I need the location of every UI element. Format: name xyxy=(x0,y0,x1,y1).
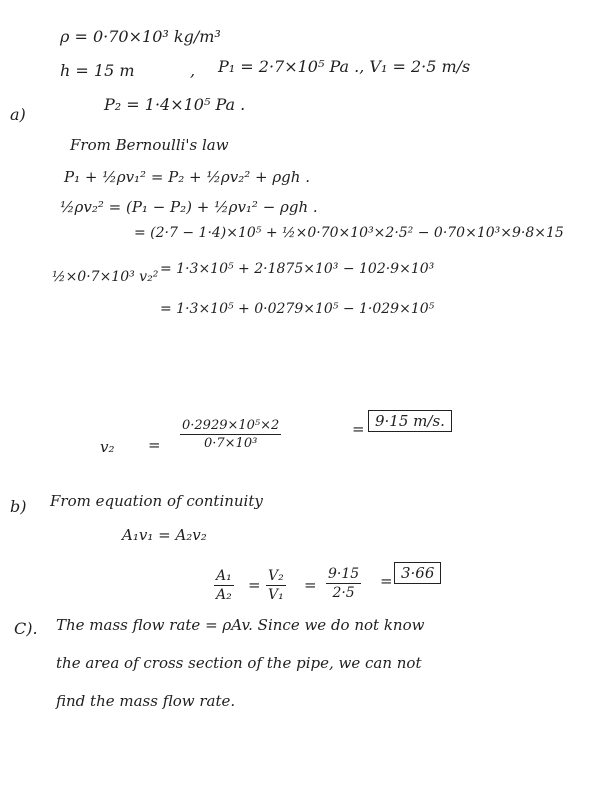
part-c-label: C). xyxy=(14,619,38,638)
value-ratio-numerator: 9·15 xyxy=(328,566,360,582)
ratio-answer-box: 3·66 xyxy=(394,562,441,584)
v2-denominator: 0·7×10³ xyxy=(203,436,258,451)
bernoulli-eq1: P₁ + ½ρv₁² = P₂ + ½ρv₂² + ρgh . xyxy=(64,168,310,186)
given-height: h = 15 m xyxy=(60,61,135,80)
continuity-eq: A₁v₁ = A₂v₂ xyxy=(122,526,207,544)
part-c-line2: the area of cross section of the pipe, we can not xyxy=(56,654,422,672)
given-density: ρ = 0·70×10³ kg/m³ xyxy=(60,27,221,46)
velocity-ratio-denominator: V₁ xyxy=(268,587,284,603)
bernoulli-eq3: = (2·7 − 1·4)×10⁵ + ½×0·70×10³×2·5² − 0·70×10³×9·8×15 xyxy=(134,225,564,241)
given-pressure-velocity: P₁ = 2·7×10⁵ Pa ., V₁ = 2·5 m/s xyxy=(218,57,471,76)
ratio-equals-a: = xyxy=(248,576,261,594)
v2-lhs: v₂ xyxy=(100,438,115,456)
velocity-ratio xyxy=(266,568,286,603)
bernoulli-eq5: = 1·3×10⁵ + 0·0279×10⁵ − 1·029×10⁵ xyxy=(160,301,435,317)
bernoulli-eq4-lhs: ½×0·7×10³ v₂² xyxy=(52,269,159,285)
part-b-label: b) xyxy=(10,497,27,516)
part-a-label: a) xyxy=(10,105,26,124)
value-ratio-denominator: 2·5 xyxy=(332,585,355,601)
v2-answer-box: 9·15 m/s. xyxy=(368,410,452,432)
area-ratio xyxy=(214,568,234,603)
area-ratio-numerator: A₁ xyxy=(216,568,232,584)
part-b-intro: From equation of continuity xyxy=(50,492,263,510)
ratio-equals-c: = xyxy=(380,572,393,590)
v2-fraction xyxy=(180,418,281,451)
part-a-intro: From Bernoulli's law xyxy=(70,136,229,154)
bernoulli-eq4-rhs: = 1·3×10⁵ + 2·1875×10³ − 102·9×10³ xyxy=(160,261,435,277)
part-c-line3: find the mass flow rate. xyxy=(56,692,236,710)
value-ratio xyxy=(326,566,361,601)
area-ratio-denominator: A₂ xyxy=(216,587,232,603)
velocity-ratio-numerator: V₂ xyxy=(268,568,284,584)
part-a-p2: P₂ = 1·4×10⁵ Pa . xyxy=(104,95,246,114)
ratio-equals-b: = xyxy=(304,576,317,594)
v2-equals-2: = xyxy=(352,420,365,438)
part-c-line1: The mass flow rate = ρAv. Since we do not know xyxy=(56,616,425,634)
v2-numerator: 0·2929×10⁵×2 xyxy=(182,418,280,433)
v2-equals: = xyxy=(148,436,161,454)
given-separator: , xyxy=(190,61,196,80)
bernoulli-eq2: ½ρv₂² = (P₁ − P₂) + ½ρv₁² − ρgh . xyxy=(60,198,318,216)
